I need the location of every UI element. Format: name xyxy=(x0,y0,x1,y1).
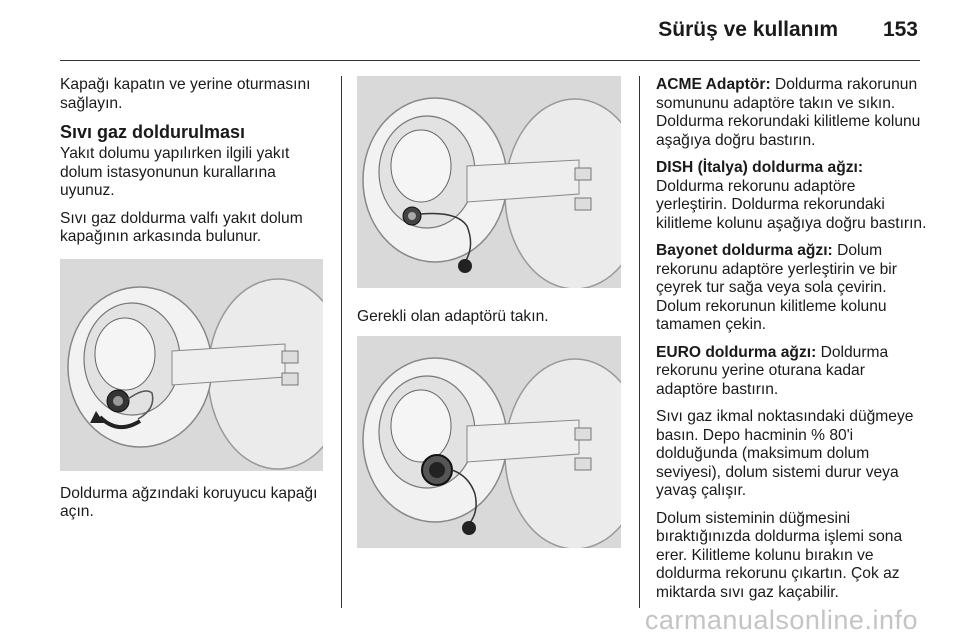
caption-open-cap: Doldurma ağzındaki koruyucu kapağı açın. xyxy=(60,484,318,520)
text-euro: Doldurma rekorunu yerine oturana kadar adaptöre bastırın. xyxy=(656,343,889,398)
paragraph-valve-location: Sıvı gaz doldurma valfı yakıt dolum kapağının arkasında bulunur. xyxy=(60,209,303,245)
label-dish: DISH (İtalya) doldurma ağzı: xyxy=(656,159,864,176)
paragraph-acme xyxy=(656,76,928,150)
header-rule xyxy=(60,60,920,61)
text-bayonet: Dolum rekorunu adaptöre yerleştirin ve bir çeyrek tur sağa veya sola çevirin. Dolum rekorunun kilitleme kolunu tamamen çekin. xyxy=(656,242,897,333)
caption-insert-adapter: Gerekli olan adaptörü takın. xyxy=(357,308,549,325)
adapter-illustration-1 xyxy=(357,76,621,288)
figure-adapter-2 xyxy=(357,336,621,548)
paragraph-close-cap: Kapağı kapatın ve yerine oturmasını sağlayın. xyxy=(60,76,311,112)
watermark: carmanualsonline.info xyxy=(644,605,918,635)
column-1 xyxy=(60,76,330,531)
figure-open-cap xyxy=(60,259,323,471)
text-dish: Doldurma rekorunu adaptöre yerleştirin. Doldurma rekorundaki kilitleme kolunu aşağıya doğru bastırın. xyxy=(656,177,927,232)
text-acme: Doldurma rakorunun somununu adaptöre takın ve sıkın. Doldurma rekorundaki kilitleme kolunu aşağıya doğru bastırın. xyxy=(656,76,921,149)
label-acme: ACME Adaptör: xyxy=(656,76,771,93)
column-divider-2 xyxy=(639,76,640,608)
paragraph-euro xyxy=(656,344,928,400)
column-divider-1 xyxy=(341,76,342,608)
paragraph-dish xyxy=(656,159,928,233)
column-2 xyxy=(357,76,625,548)
section-heading: Sıvı gaz doldurulması xyxy=(60,122,246,142)
label-bayonet: Bayonet doldurma ağzı: xyxy=(656,242,833,259)
paragraph-rules: Yakıt dolumu yapılırken ilgili yakıt dolum istasyonunun kurallarına uyunuz. xyxy=(60,145,290,199)
adapter-illustration-2 xyxy=(357,336,621,548)
paragraph-filling-button: Sıvı gaz ikmal noktasındaki düğmeye basın. Depo hacminin % 80'i dolduğunda (maksimum dolum seviyesi), dolum sistemi durur veya yavaş çalışır. xyxy=(656,408,914,499)
header-title: Sürüş ve kullanım xyxy=(658,18,838,41)
figure-adapter-1 xyxy=(357,76,621,288)
paragraph-bayonet xyxy=(656,242,928,335)
label-euro: EURO doldurma ağzı: xyxy=(656,343,817,361)
fuel-flap-illustration xyxy=(60,259,323,471)
paragraph-release-button: Dolum sisteminin düğmesini bıraktığınızda doldurma işlemi sona erer. Kilitleme kolunu bırakın ve doldurma rekorunu çıkartın. Çok az miktarda sıvı gaz kaçabilir. xyxy=(656,509,903,601)
page-header xyxy=(0,0,960,62)
page-number: 153 xyxy=(882,18,918,41)
column-3 xyxy=(656,76,928,611)
